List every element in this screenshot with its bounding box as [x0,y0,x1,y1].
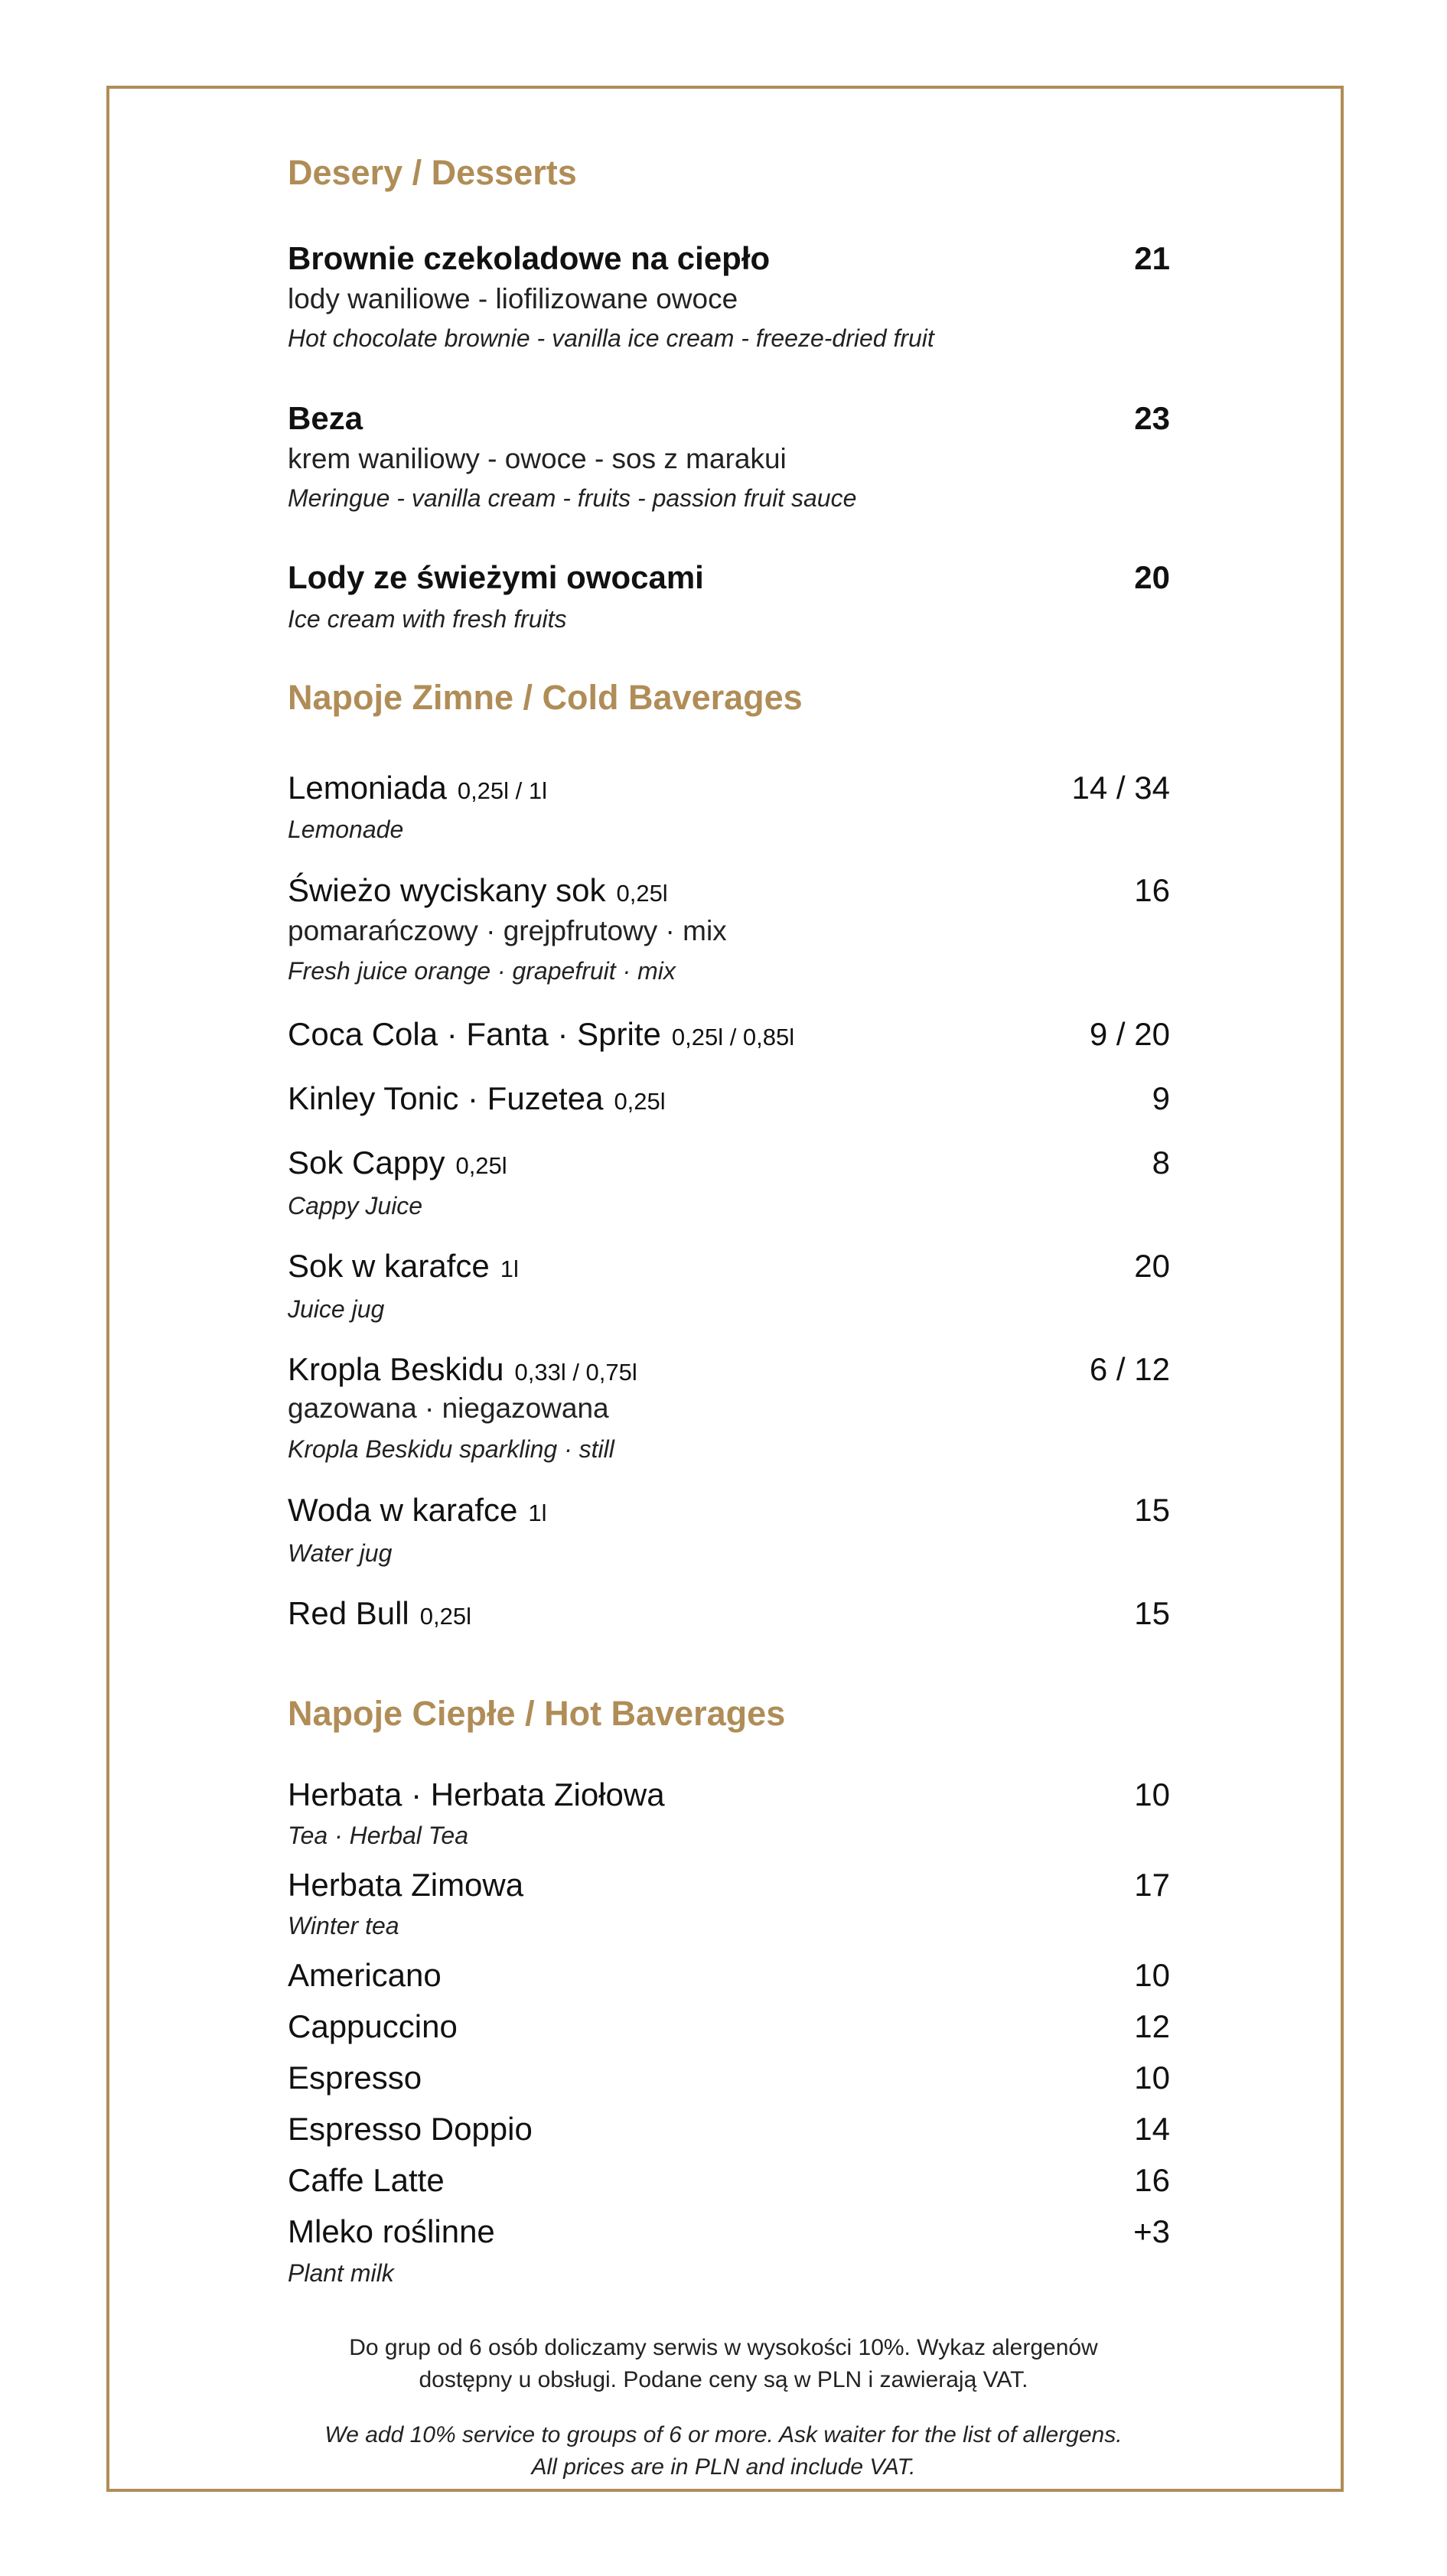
item-name: Red Bull [288,1595,409,1631]
item-volume: 0,25l / 1l [457,777,548,804]
item-name: Herbata Zimowa [288,1867,524,1903]
footer-note-english [0,2419,1447,2483]
item-price: 9 / 20 [1089,1016,1170,1052]
item-english: Meringue - vanilla cream - fruits - passion fruit sauce [288,484,857,512]
item-name: Espresso Doppio [288,2111,533,2147]
item-volume: 0,33l / 0,75l [514,1359,637,1386]
footer-line: Do grup od 6 osób doliczamy serwis w wysokości 10%. Wykaz alergenów [349,2335,1098,2360]
item-name: Sok Cappy [288,1145,445,1181]
item-name: Espresso [288,2060,422,2096]
item-price: 15 [1134,1595,1170,1631]
item-description: pomarańczowy · grejpfrutowy · mix [288,915,727,946]
item-english: Cappy Juice [288,1192,423,1220]
item-price: 9 [1152,1080,1170,1116]
item-price: 17 [1134,1867,1170,1903]
item-volume: 0,25l / 0,85l [671,1024,795,1050]
item-english: Fresh juice orange · grapefruit · mix [288,957,676,985]
item-name: Kinley Tonic · Fuzetea [288,1080,604,1116]
item-description: krem waniliowy - owoce - sos z marakui [288,443,787,474]
item-name-line [288,872,668,909]
item-name-line [288,1145,507,1181]
section-heading-hot-beverages: Napoje Ciepłe / Hot Baverages [288,1694,786,1733]
item-volume: 1l [528,1500,547,1526]
item-english: Plant milk [288,2259,394,2287]
item-english: Water jug [288,1539,393,1567]
item-price: 20 [1134,559,1170,595]
item-price: 20 [1134,1248,1170,1284]
item-name: Cappuccino [288,2008,458,2044]
item-volume: 0,25l [614,1088,666,1115]
item-price: 12 [1134,2008,1170,2044]
item-name: Americano [288,1957,442,1993]
item-name: Kropla Beskidu [288,1351,504,1387]
section-heading-desserts: Desery / Desserts [288,153,577,192]
item-price: 14 / 34 [1071,770,1170,806]
item-name: Beza [288,400,363,436]
item-name: Lemoniada [288,770,447,806]
item-name: Mleko roślinne [288,2213,495,2249]
item-name: Sok w karafce [288,1248,490,1284]
item-name: Lody ze świeżymi owocami [288,559,704,595]
item-volume: 0,25l [455,1152,507,1179]
item-english: Kropla Beskidu sparkling · still [288,1435,614,1463]
item-price: 10 [1134,2060,1170,2096]
item-name-line [288,1016,794,1053]
item-name: Herbata · Herbata Ziołowa [288,1776,665,1812]
item-name: Świeżo wyciskany sok [288,872,606,908]
item-english: Juice jug [288,1295,385,1323]
item-name: Woda w karafce [288,1492,518,1528]
footer-line: All prices are in PLN and include VAT. [531,2454,916,2480]
item-name: Coca Cola · Fanta · Sprite [288,1016,661,1052]
item-name-line [288,1248,519,1285]
item-name-line [288,1595,471,1632]
item-name: Brownie czekoladowe na ciepło [288,240,771,276]
item-english: Winter tea [288,1912,399,1939]
section-heading-cold-beverages: Napoje Zimne / Cold Baverages [288,678,803,717]
item-volume: 1l [500,1255,519,1282]
item-price: 10 [1134,1776,1170,1812]
item-price: 6 / 12 [1089,1351,1170,1387]
item-name-line [288,770,547,806]
item-volume: 0,25l [616,880,668,907]
item-name: Caffe Latte [288,2162,445,2198]
item-name-line [288,1492,547,1529]
item-description: gazowana · niegazowana [288,1392,609,1424]
item-price: 23 [1134,400,1170,436]
item-english: Tea · Herbal Tea [288,1822,468,1849]
item-price: 10 [1134,1957,1170,1993]
item-english: Lemonade [288,816,404,843]
item-name-line [288,1351,637,1388]
item-price: 8 [1152,1145,1170,1181]
item-price: 14 [1134,2111,1170,2147]
footer-note-polish [0,2332,1447,2396]
footer-line: dostępny u obsługi. Podane ceny są w PLN i zawierają VAT. [419,2367,1028,2392]
item-price: 16 [1134,2162,1170,2198]
item-english: Ice cream with fresh fruits [288,605,567,633]
item-description: lody waniliowe - liofilizowane owoce [288,283,738,314]
item-name-line [288,1080,666,1117]
item-price: +3 [1133,2213,1170,2249]
item-price: 15 [1134,1492,1170,1528]
item-english: Hot chocolate brownie - vanilla ice cream - freeze-dried fruit [288,324,934,352]
item-price: 16 [1134,872,1170,908]
item-price: 21 [1134,240,1170,276]
footer-line: We add 10% service to groups of 6 or more. Ask waiter for the list of allergens. [324,2422,1123,2447]
item-volume: 0,25l [419,1603,471,1630]
